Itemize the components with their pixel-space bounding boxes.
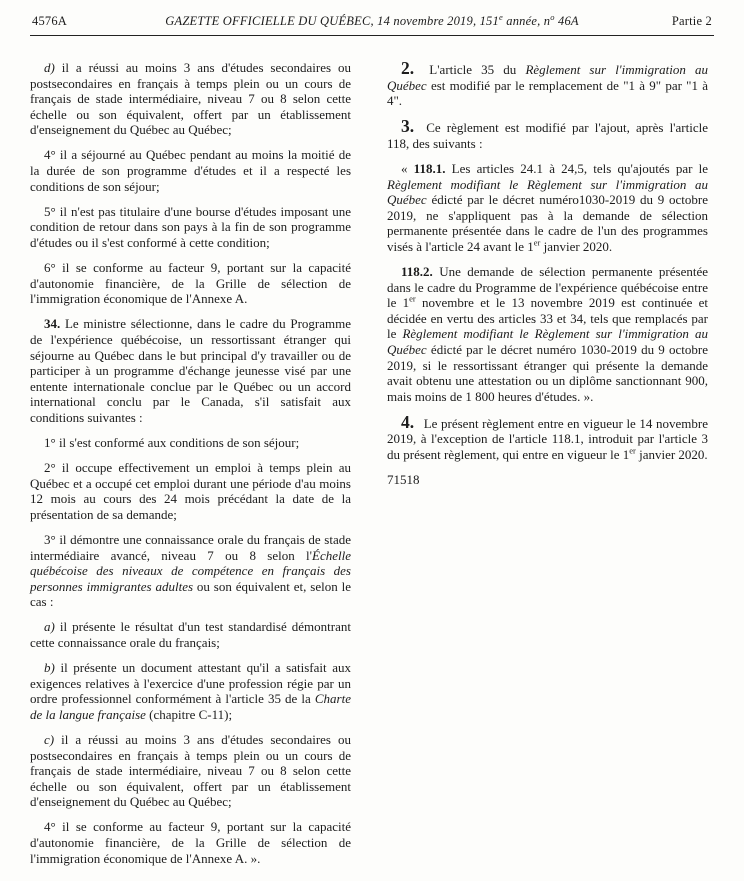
text-segment: 71518 (387, 472, 420, 488)
paragraph (30, 260, 351, 307)
header-page-number: 4576A (32, 14, 68, 28)
header-part: Partie 2 (671, 14, 712, 28)
text-segment: édicté par le décret numéro1030-2019 du 9 octobre 2019, ne s'appliquent pas à la demande de sélection permanente présentée dans le cadre de l'un des programmes visés à l'article 24 avant le 1 (387, 192, 708, 254)
text-segment: Échelle québécoise des niveaux de compétence en français des personnes immigrantes adultes (30, 547, 351, 594)
text-segment: er (533, 237, 541, 248)
text-segment: GAZETTE OFFICIELLE DU QUÉBEC, 14 novembre 2019, 151 (165, 14, 499, 28)
paragraph (30, 660, 351, 722)
paragraph (387, 472, 708, 488)
paragraph (30, 147, 351, 194)
text-segment: b) (44, 660, 55, 676)
text-segment: Ce règlement est modifié par l'ajout, après l'article 118, des suivants : (387, 120, 708, 151)
text-segment: novembre et le 13 novembre 2019 est continuée et décidée en vertu des articles 33 et 34, tels que remplacés par le (387, 295, 708, 342)
text-segment: 118.1. (413, 160, 446, 176)
text-segment: Règlement modifiant le Règlement sur l'immigration au Québec (387, 326, 708, 357)
text-segment: janvier 2020. (635, 447, 708, 463)
text-segment: 2. (401, 58, 415, 78)
left-column (30, 60, 351, 876)
text-segment: il a réussi au moins 3 ans d'études secondaires ou postsecondaires en français à temps plein ou un cours de français de stade intermédiaire, niveau 7 ou 8 selon cette échelle ou son équivalent, offert par un établissement d'enseignement du Québec au Québec; (30, 731, 351, 810)
text-segment: er (629, 445, 636, 456)
paragraph (387, 264, 708, 404)
paragraph (30, 60, 351, 138)
text-segment: (chapitre C-11); (145, 706, 233, 722)
text-segment: Le ministre sélectionne, dans le cadre du Programme de l'expérience québécoise, un ressortissant étranger qui séjourne au Québec dans le but principal d'y travailler ou de participer à un programme d'échange jeunesse visé par une entente internationale conclue par le Québec ou un accord international conclu par le Canada, s'il satisfait aux conditions suivantes : (30, 316, 351, 425)
page-header (30, 10, 714, 34)
text-segment: c) (44, 731, 55, 747)
paragraph (30, 435, 351, 451)
text-segment: L'article 35 du (420, 62, 526, 77)
text-segment: 118.2. (401, 264, 433, 280)
paragraph (30, 460, 351, 522)
text-segment: Le présent règlement entre en vigueur le 14 novembre 2019, à l'exception de l'article 118.1, introduit par l'article 3 du présent règlement, qui entre en vigueur le 1 (387, 415, 708, 463)
header-rule (30, 35, 714, 36)
text-segment: Charte de la langue française (30, 691, 351, 722)
text-segment: « (401, 160, 414, 176)
header-title (122, 11, 622, 29)
paragraph (387, 118, 708, 151)
paragraph (30, 532, 351, 610)
paragraph (30, 619, 351, 650)
text-segment: 4° il se conforme au facteur 9, portant sur la capacité d'autonomie financière, de la Grille de sélection de l'immigration économique de l'Annexe A. ». (30, 819, 351, 866)
paragraph (387, 411, 708, 463)
text-segment: e (498, 11, 503, 22)
paragraph (30, 316, 351, 425)
paragraph (387, 161, 708, 255)
text-segment: janvier 2020. (540, 238, 613, 254)
text-segment: er (409, 293, 416, 304)
text-segment: 5° il n'est pas titulaire d'une bourse d'études imposant une condition de retour dans son pays à la fin de son programme d'études ou il s'est conformé à cette condition; (30, 203, 351, 250)
text-segment: édicté par le décret numéro 1030-2019 du 9 octobre 2019, si le ressortissant étranger qui présente la demande avait obtenu une attestation ou un diplôme sanctionnant 900, mais moins de 1 800 heures d'études. ». (387, 342, 708, 404)
text-segment: 2° il occupe effectivement un emploi à temps plein au Québec et a occupé cet emploi durant une période d'au moins 12 mois au cours des 24 mois précédant la date de la présentation de sa demande; (30, 460, 351, 522)
text-segment: a) (44, 619, 55, 635)
text-segment: Les articles 24.1 à 24,5, tels qu'ajoutés par le (445, 160, 708, 176)
text-segment: ou son équivalent et, selon le cas : (30, 578, 351, 610)
paragraph (30, 204, 351, 251)
text-segment: année, n (502, 14, 551, 28)
text-segment: 4. (401, 411, 415, 432)
text-segment: 3° il démontre une connaissance orale du français de stade intermédiaire avancé, niveau 7 ou 8 selon l' (30, 531, 351, 563)
text-segment: o (550, 11, 555, 22)
paragraph (30, 819, 351, 866)
text-segment: d) (44, 60, 55, 75)
text-segment: il présente un document attestant qu'il a satisfait aux exigences relatives à l'exercice d'une profession régie par un ordre professionnel conformément à l'article 35 de la (30, 660, 351, 707)
text-segment: il a réussi au moins 3 ans d'études secondaires ou postsecondaires en français à temps plein ou un cours de français de stade intermédiaire, niveau 7 ou 8 selon cette échelle ou son équivalent, offert par un établissement d'enseignement du Québec au Québec; (30, 60, 351, 138)
text-segment: Une demande de sélection permanente présentée dans le cadre du Programme de l'expérience québécoise entre le 1 (387, 264, 708, 311)
text-segment: il présente le résultat d'un test standardisé démontrant cette connaissance orale du français; (30, 619, 351, 650)
text-segment: Règlement modifiant le Règlement sur l'immigration au Québec (387, 176, 708, 208)
text-segment: 1° il s'est conformé aux conditions de son séjour; (44, 434, 300, 450)
text-segment: est modifié par le remplacement de "1 à 9" par "1 à 4". (387, 77, 708, 109)
right-column (387, 60, 708, 876)
text-segment: Règlement sur l'immigration au Québec (387, 62, 709, 93)
text-segment: 46A (554, 14, 579, 28)
paragraph (387, 60, 708, 109)
text-segment: 3. (401, 116, 415, 137)
document-body (30, 60, 714, 876)
paragraph (30, 732, 351, 810)
text-segment: 6° il se conforme au facteur 9, portant sur la capacité d'autonomie financière, de la Grille de sélection de l'immigration économique de l'Annexe A. (30, 260, 351, 307)
text-segment: 34. (44, 316, 61, 332)
text-segment: 4° il a séjourné au Québec pendant au moins la moitié de la durée de son programme d'études et il a respecté les conditions de son séjour; (30, 147, 351, 194)
